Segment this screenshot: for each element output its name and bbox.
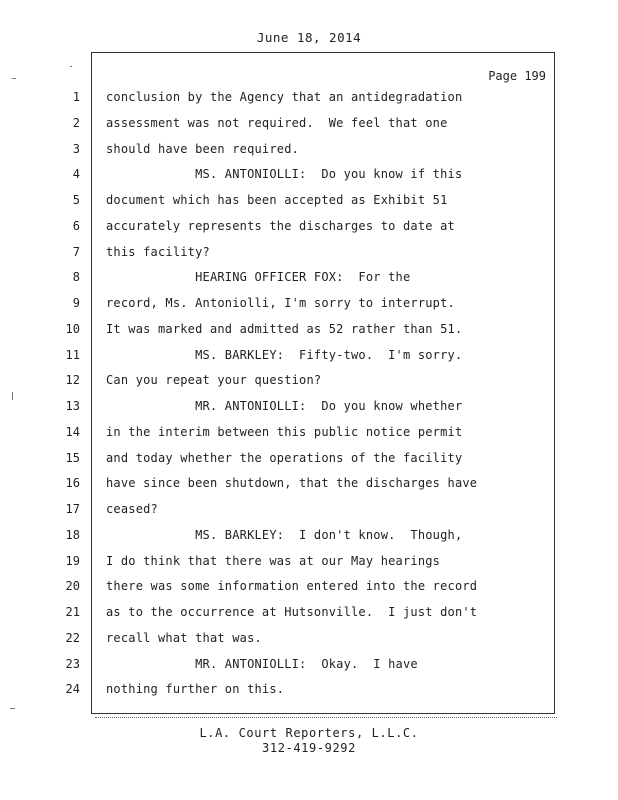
transcript-line: Can you repeat your question?: [106, 373, 322, 388]
transcript-line: as to the occurrence at Hutsonville. I just don't: [106, 605, 478, 619]
transcript-line: MS. ANTONIOLLI: Do you know if this: [106, 167, 463, 182]
footer-company: L.A. Court Reporters, L.L.C.: [199, 726, 419, 740]
header-date: June 18, 2014: [256, 30, 362, 45]
transcript-line: in the interim between this public notice permit: [106, 424, 463, 439]
line-number: 16: [65, 476, 80, 491]
transcript-line: MS. BARKLEY: Fifty-two. I'm sorry.: [106, 347, 463, 362]
line-number: 21: [65, 605, 80, 619]
line-number: 8: [72, 270, 80, 285]
line-number: 11: [65, 347, 80, 362]
transcript-line: HEARING OFFICER FOX: For the: [106, 270, 411, 285]
line-number: 3: [72, 141, 80, 156]
scan-speck: [70, 66, 72, 67]
line-number: 14: [65, 424, 80, 439]
line-number: 6: [72, 218, 80, 233]
transcript-line: I do think that there was at our May hearings: [106, 553, 441, 568]
transcript-line: have since been shutdown, that the discharges have: [106, 476, 478, 491]
line-number: 7: [72, 244, 80, 259]
transcript-line: and today whether the operations of the facility: [106, 450, 463, 465]
transcript-line: MR. ANTONIOLLI: Okay. I have: [106, 656, 418, 671]
footer-phone: 312-419-9292: [262, 741, 356, 755]
line-number: 9: [72, 296, 80, 310]
line-number: 15: [65, 450, 80, 465]
line-number: 20: [65, 579, 80, 594]
line-number: 4: [72, 167, 80, 182]
line-number: 22: [65, 630, 80, 645]
line-number: 24: [65, 682, 80, 697]
page-number: Page 199: [488, 69, 546, 83]
line-number: 23: [65, 656, 80, 671]
transcript-line: record, Ms. Antoniolli, I'm sorry to interrupt.: [106, 296, 455, 310]
line-number: 12: [65, 373, 80, 388]
transcript-line: It was marked and admitted as 52 rather than 51.: [106, 321, 463, 336]
scan-speck: [10, 708, 15, 709]
scan-speck: [12, 78, 16, 79]
transcript-line: MR. ANTONIOLLI: Do you know whether: [106, 399, 463, 413]
transcript-line: recall what that was.: [106, 630, 262, 645]
transcript-line: document which has been accepted as Exhibit 51: [106, 193, 448, 207]
line-number: 18: [65, 527, 80, 542]
transcript-line: MS. BARKLEY: I don't know. Though,: [106, 527, 463, 542]
transcript-line: accurately represents the discharges to date at: [106, 218, 455, 233]
line-number: 1: [72, 90, 80, 104]
scan-speck: [12, 392, 13, 400]
frame-bottom-rule: [95, 714, 557, 718]
transcript-line: nothing further on this.: [106, 682, 285, 697]
line-number: 5: [72, 193, 80, 207]
transcript-line: assessment was not required. We feel that one: [106, 115, 448, 130]
line-number: 2: [72, 115, 80, 130]
transcript-line: this facility?: [106, 244, 210, 259]
line-number: 17: [65, 502, 80, 516]
line-number: 13: [65, 399, 80, 413]
transcript-line: conclusion by the Agency that an antidegradation: [106, 90, 463, 104]
transcript-line: there was some information entered into the record: [106, 579, 478, 594]
transcript-line: ceased?: [106, 502, 158, 516]
line-number: 19: [65, 553, 80, 568]
line-number: 10: [65, 321, 80, 336]
transcript-line: should have been required.: [106, 141, 300, 156]
